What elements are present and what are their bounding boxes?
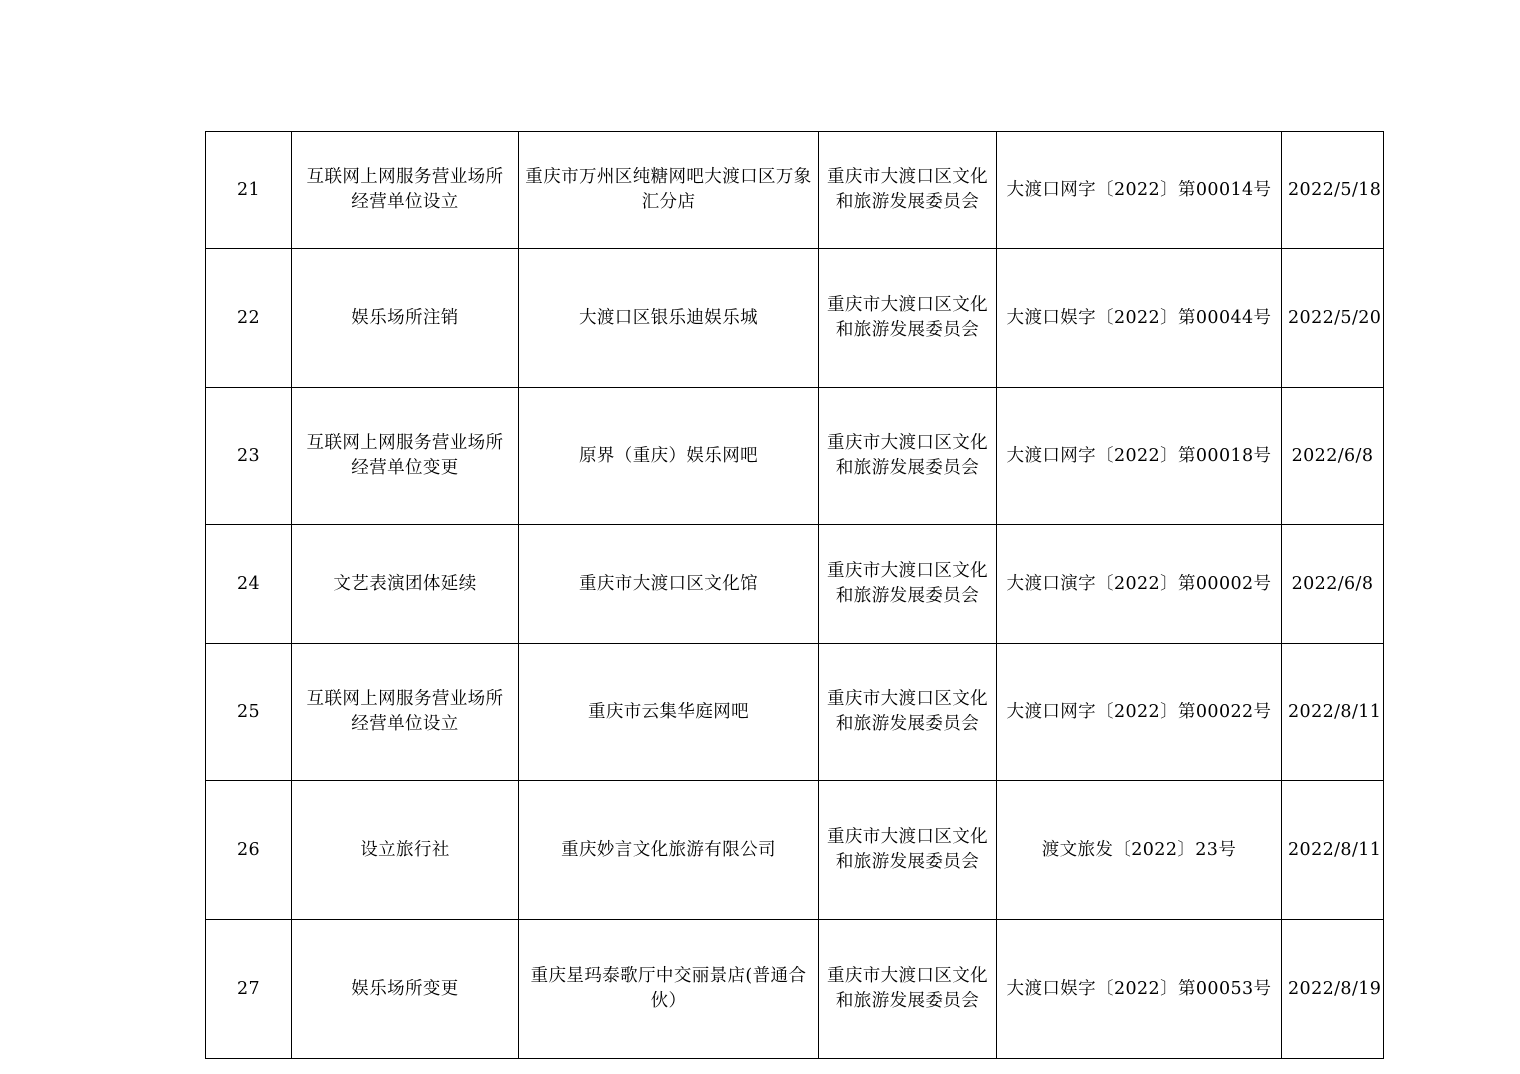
cell-document-number: 大渡口娱字〔2022〕第00044号 bbox=[997, 249, 1282, 388]
table-row bbox=[206, 132, 1384, 249]
cell-item-name: 互联网上网服务营业场所经营单位设立 bbox=[292, 644, 519, 781]
cell-decision-date: 2022/5/18 bbox=[1282, 132, 1384, 249]
cell-authority: 重庆市大渡口区文化和旅游发展委员会 bbox=[819, 920, 997, 1059]
table-row bbox=[206, 525, 1384, 644]
cell-item-name: 文艺表演团体延续 bbox=[292, 525, 519, 644]
cell-item-name: 设立旅行社 bbox=[292, 781, 519, 920]
cell-party-name: 重庆市云集华庭网吧 bbox=[519, 644, 819, 781]
cell-item-name: 互联网上网服务营业场所经营单位变更 bbox=[292, 388, 519, 525]
cell-decision-date: 2022/6/8 bbox=[1282, 388, 1384, 525]
cell-decision-date: 2022/8/11 bbox=[1282, 644, 1384, 781]
cell-document-number: 大渡口演字〔2022〕第00002号 bbox=[997, 525, 1282, 644]
cell-index: 24 bbox=[206, 525, 292, 644]
cell-authority: 重庆市大渡口区文化和旅游发展委员会 bbox=[819, 132, 997, 249]
cell-authority: 重庆市大渡口区文化和旅游发展委员会 bbox=[819, 249, 997, 388]
cell-item-name: 娱乐场所注销 bbox=[292, 249, 519, 388]
cell-authority: 重庆市大渡口区文化和旅游发展委员会 bbox=[819, 781, 997, 920]
cell-party-name: 重庆市大渡口区文化馆 bbox=[519, 525, 819, 644]
cell-authority: 重庆市大渡口区文化和旅游发展委员会 bbox=[819, 388, 997, 525]
cell-decision-date: 2022/5/20 bbox=[1282, 249, 1384, 388]
table-row bbox=[206, 644, 1384, 781]
table-row bbox=[206, 249, 1384, 388]
table-row bbox=[206, 920, 1384, 1059]
cell-party-name: 重庆市万州区纯糖网吧大渡口区万象汇分店 bbox=[519, 132, 819, 249]
license-table-container bbox=[205, 131, 1383, 1059]
cell-document-number: 大渡口网字〔2022〕第00022号 bbox=[997, 644, 1282, 781]
table-row bbox=[206, 781, 1384, 920]
cell-document-number: 大渡口网字〔2022〕第00014号 bbox=[997, 132, 1282, 249]
cell-item-name: 娱乐场所变更 bbox=[292, 920, 519, 1059]
cell-index: 27 bbox=[206, 920, 292, 1059]
cell-index: 22 bbox=[206, 249, 292, 388]
cell-item-name: 互联网上网服务营业场所经营单位设立 bbox=[292, 132, 519, 249]
cell-party-name: 重庆妙言文化旅游有限公司 bbox=[519, 781, 819, 920]
cell-authority: 重庆市大渡口区文化和旅游发展委员会 bbox=[819, 644, 997, 781]
cell-index: 26 bbox=[206, 781, 292, 920]
cell-authority: 重庆市大渡口区文化和旅游发展委员会 bbox=[819, 525, 997, 644]
cell-document-number: 渡文旅发〔2022〕23号 bbox=[997, 781, 1282, 920]
cell-party-name: 重庆星玛泰歌厅中交丽景店(普通合伙） bbox=[519, 920, 819, 1059]
license-table bbox=[205, 131, 1384, 1059]
cell-index: 23 bbox=[206, 388, 292, 525]
cell-document-number: 大渡口网字〔2022〕第00018号 bbox=[997, 388, 1282, 525]
cell-decision-date: 2022/6/8 bbox=[1282, 525, 1384, 644]
table-body bbox=[206, 132, 1384, 1059]
cell-party-name: 大渡口区银乐迪娱乐城 bbox=[519, 249, 819, 388]
cell-decision-date: 2022/8/19 bbox=[1282, 920, 1384, 1059]
cell-decision-date: 2022/8/11 bbox=[1282, 781, 1384, 920]
cell-document-number: 大渡口娱字〔2022〕第00053号 bbox=[997, 920, 1282, 1059]
cell-index: 21 bbox=[206, 132, 292, 249]
cell-index: 25 bbox=[206, 644, 292, 781]
table-row bbox=[206, 388, 1384, 525]
cell-party-name: 原界（重庆）娱乐网吧 bbox=[519, 388, 819, 525]
